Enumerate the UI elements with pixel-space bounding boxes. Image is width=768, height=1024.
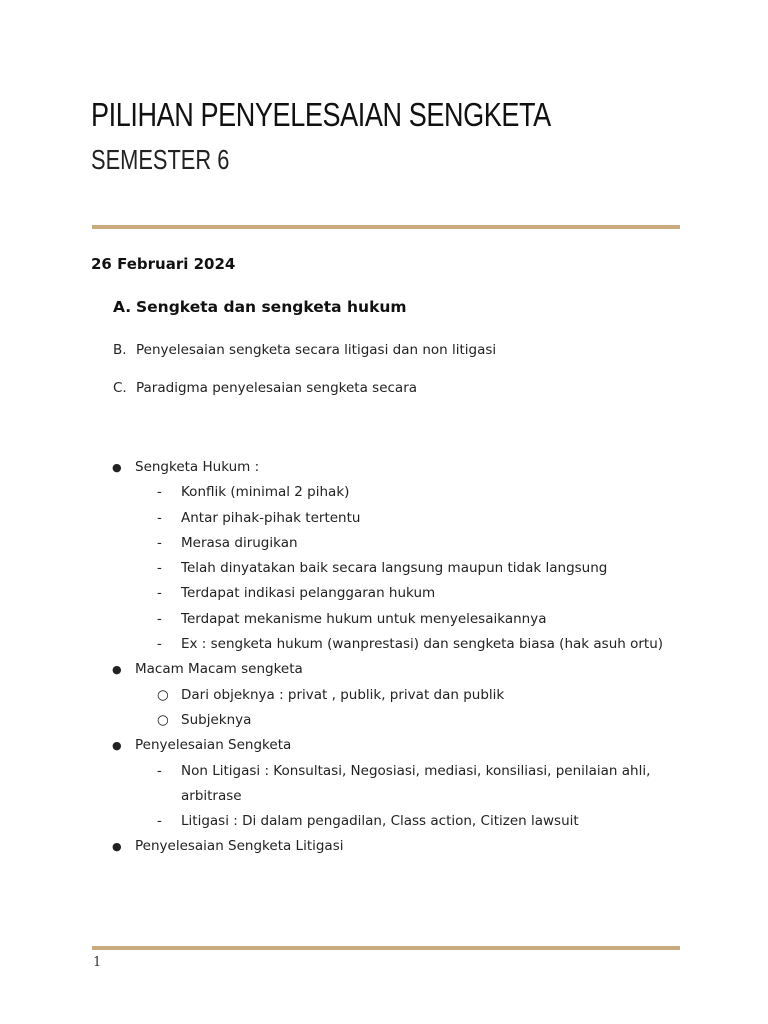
list-item [0, 708, 663, 733]
list-item-text: Terdapat mekanisme hukum untuk menyelesaikannya [181, 610, 547, 627]
bullet-marker: ● [112, 840, 122, 854]
list-item [0, 607, 663, 632]
list-item-text: Penyelesaian Sengketa [135, 737, 292, 754]
list-item-text: Penyelesaian Sengketa Litigasi [135, 838, 344, 855]
page-subtitle: SEMESTER 6 [91, 144, 230, 175]
list-item [0, 809, 663, 834]
list-item [0, 506, 663, 531]
outline-text: Sengketa dan sengketa hukum [136, 298, 407, 316]
list-item [0, 480, 663, 505]
list-item-text: Antar pihak-pihak tertentu [181, 509, 361, 526]
list-item-text: Ex : sengketa hukum (wanprestasi) dan sengketa biasa (hak asuh ortu) [181, 636, 664, 653]
dash-marker: - [157, 610, 162, 627]
circle-marker: ○ [157, 711, 169, 728]
list-item [0, 683, 663, 708]
date-heading: 26 Februari 2024 [91, 255, 236, 273]
page-title: PILIHAN PENYELESAIAN SENGKETA [91, 96, 551, 133]
list-item [0, 657, 663, 682]
dash-marker: - [157, 534, 162, 551]
dash-marker: - [157, 560, 162, 577]
dash-marker: - [157, 813, 162, 830]
outline-marker: A. [113, 298, 132, 316]
dash-marker: - [157, 509, 162, 526]
page-number: 1 [93, 955, 102, 970]
dash-marker: - [157, 636, 162, 653]
list-item-text: Subjeknya [181, 711, 252, 728]
list-item-text: Non Litigasi : Konsultasi, Negosiasi, mediasi, konsiliasi, penilaian ahli, [181, 762, 651, 779]
list-item-text: Dari objeknya : privat , publik, privat dan publik [181, 686, 505, 703]
outline-text: Paradigma penyelesaian sengketa secara [136, 380, 418, 396]
list-item-text: Konflik (minimal 2 pihak) [181, 484, 350, 501]
dash-marker: - [157, 585, 162, 602]
outline-text: Penyelesaian sengketa secara litigasi dan non litigasi [136, 342, 497, 358]
list-item-continuation [0, 784, 663, 809]
list-item-text: arbitrase [181, 787, 242, 804]
bullet-marker: ● [112, 739, 122, 753]
header-divider [92, 225, 680, 229]
list-item [0, 759, 663, 784]
list-item-text: Merasa dirugikan [181, 534, 298, 551]
dash-marker: - [157, 484, 162, 501]
footer-divider [92, 946, 680, 950]
list-item [0, 531, 663, 556]
bullet-list [0, 455, 663, 860]
outline-item-a [113, 298, 407, 316]
outline-item-c [113, 380, 417, 396]
circle-marker: ○ [157, 686, 169, 703]
list-item [0, 733, 663, 758]
list-item-text: Macam Macam sengketa [135, 661, 303, 678]
outline-item-b [113, 342, 496, 358]
outline-marker: C. [113, 380, 127, 396]
bullet-marker: ● [112, 663, 122, 677]
outline-marker: B. [113, 342, 127, 358]
list-item [0, 581, 663, 606]
dash-marker: - [157, 762, 162, 779]
list-item [0, 455, 663, 480]
list-item-text: Sengketa Hukum : [135, 459, 260, 475]
bullet-marker: ● [112, 461, 122, 474]
list-item [0, 556, 663, 581]
list-item-text: Litigasi : Di dalam pengadilan, Class action, Citizen lawsuit [181, 813, 579, 830]
list-item-text: Telah dinyatakan baik secara langsung maupun tidak langsung [181, 560, 608, 577]
list-item [0, 632, 663, 657]
list-item [0, 834, 663, 859]
list-item-text: Terdapat indikasi pelanggaran hukum [181, 585, 436, 602]
